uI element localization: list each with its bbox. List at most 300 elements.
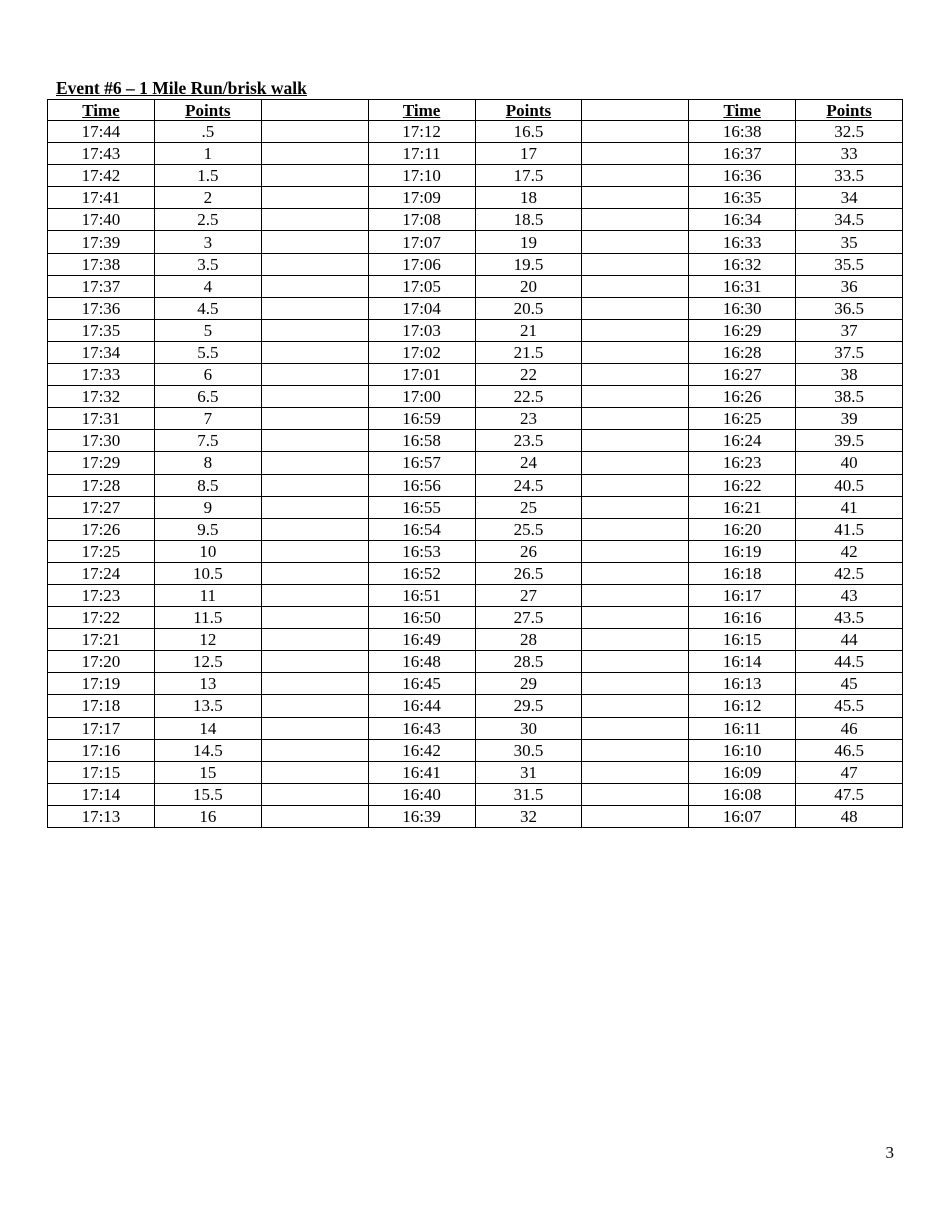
points-cell: 15	[154, 761, 261, 783]
points-cell: 15.5	[154, 783, 261, 805]
points-cell: 43.5	[796, 607, 903, 629]
points-cell: 3	[154, 231, 261, 253]
points-cell: 34.5	[796, 209, 903, 231]
spacer-cell	[261, 474, 368, 496]
time-cell: 16:51	[368, 584, 475, 606]
points-cell: 30	[475, 717, 582, 739]
time-cell: 17:04	[368, 297, 475, 319]
table-row	[48, 386, 903, 408]
points-cell: 9.5	[154, 518, 261, 540]
time-cell: 17:07	[368, 231, 475, 253]
points-cell: 39	[796, 408, 903, 430]
points-cell: 7	[154, 408, 261, 430]
time-cell: 17:40	[48, 209, 155, 231]
time-cell: 16:57	[368, 452, 475, 474]
time-cell: 17:09	[368, 187, 475, 209]
table-row	[48, 739, 903, 761]
time-cell: 16:18	[689, 562, 796, 584]
points-cell: 11.5	[154, 607, 261, 629]
points-cell: 41.5	[796, 518, 903, 540]
spacer-cell	[261, 805, 368, 827]
points-cell: 1	[154, 143, 261, 165]
time-cell: 17:14	[48, 783, 155, 805]
time-cell: 17:18	[48, 695, 155, 717]
time-cell: 16:53	[368, 540, 475, 562]
table-row	[48, 474, 903, 496]
table-row	[48, 121, 903, 143]
spacer-cell	[261, 452, 368, 474]
table-row	[48, 651, 903, 673]
time-cell: 16:24	[689, 430, 796, 452]
table-row	[48, 518, 903, 540]
time-cell: 16:33	[689, 231, 796, 253]
points-cell: 39.5	[796, 430, 903, 452]
spacer-cell	[582, 540, 689, 562]
time-cell: 16:58	[368, 430, 475, 452]
points-cell: 26	[475, 540, 582, 562]
points-cell: 23.5	[475, 430, 582, 452]
time-cell: 17:00	[368, 386, 475, 408]
points-cell: 28	[475, 629, 582, 651]
time-cell: 17:38	[48, 253, 155, 275]
spacer-cell	[582, 165, 689, 187]
points-cell: 30.5	[475, 739, 582, 761]
time-cell: 16:20	[689, 518, 796, 540]
points-cell: 42.5	[796, 562, 903, 584]
points-cell: 8.5	[154, 474, 261, 496]
table-row	[48, 673, 903, 695]
time-cell: 17:27	[48, 496, 155, 518]
time-cell: 16:37	[689, 143, 796, 165]
points-cell: 20	[475, 275, 582, 297]
spacer-cell	[261, 607, 368, 629]
points-cell: 17	[475, 143, 582, 165]
points-cell: 36	[796, 275, 903, 297]
spacer-cell	[582, 629, 689, 651]
spacer-cell	[261, 695, 368, 717]
time-cell: 17:23	[48, 584, 155, 606]
spacer-cell	[582, 364, 689, 386]
time-cell: 16:40	[368, 783, 475, 805]
points-cell: 44.5	[796, 651, 903, 673]
points-cell: 41	[796, 496, 903, 518]
time-cell: 16:44	[368, 695, 475, 717]
time-cell: 17:26	[48, 518, 155, 540]
spacer-cell	[582, 121, 689, 143]
points-cell: 7.5	[154, 430, 261, 452]
points-cell: 26.5	[475, 562, 582, 584]
table-header-row	[48, 100, 903, 121]
table-row	[48, 805, 903, 827]
points-cell: 4	[154, 275, 261, 297]
time-cell: 17:30	[48, 430, 155, 452]
spacer-cell	[582, 143, 689, 165]
time-cell: 17:13	[48, 805, 155, 827]
time-cell: 17:21	[48, 629, 155, 651]
points-cell: 34	[796, 187, 903, 209]
spacer-cell	[261, 341, 368, 363]
points-cell: 36.5	[796, 297, 903, 319]
time-cell: 16:59	[368, 408, 475, 430]
points-cell: 40	[796, 452, 903, 474]
time-cell: 16:31	[689, 275, 796, 297]
column-header: Points	[475, 100, 582, 121]
spacer-cell	[261, 165, 368, 187]
points-cell: 10	[154, 540, 261, 562]
time-cell: 17:17	[48, 717, 155, 739]
time-cell: 16:13	[689, 673, 796, 695]
spacer-cell	[582, 430, 689, 452]
spacer-cell	[261, 231, 368, 253]
spacer-cell	[261, 761, 368, 783]
points-cell: 29.5	[475, 695, 582, 717]
time-cell: 16:36	[689, 165, 796, 187]
points-cell: 6	[154, 364, 261, 386]
time-cell: 17:24	[48, 562, 155, 584]
table-row	[48, 761, 903, 783]
points-cell: 13.5	[154, 695, 261, 717]
spacer-cell	[582, 673, 689, 695]
spacer-cell	[582, 408, 689, 430]
time-cell: 16:14	[689, 651, 796, 673]
points-cell: 24	[475, 452, 582, 474]
spacer-cell	[261, 540, 368, 562]
points-cell: 18.5	[475, 209, 582, 231]
table-row	[48, 452, 903, 474]
time-cell: 17:02	[368, 341, 475, 363]
points-cell: 21.5	[475, 341, 582, 363]
table-row	[48, 562, 903, 584]
spacer-cell	[261, 651, 368, 673]
points-cell: 38	[796, 364, 903, 386]
points-cell: 48	[796, 805, 903, 827]
points-cell: 3.5	[154, 253, 261, 275]
points-cell: 21	[475, 319, 582, 341]
table-row	[48, 540, 903, 562]
points-cell: 12	[154, 629, 261, 651]
scoring-table	[47, 99, 903, 828]
time-cell: 16:15	[689, 629, 796, 651]
points-cell: 22.5	[475, 386, 582, 408]
table-row	[48, 187, 903, 209]
time-cell: 17:37	[48, 275, 155, 297]
table-row	[48, 319, 903, 341]
time-cell: 16:35	[689, 187, 796, 209]
time-cell: 17:42	[48, 165, 155, 187]
time-cell: 16:08	[689, 783, 796, 805]
column-header: Time	[48, 100, 155, 121]
time-cell: 16:49	[368, 629, 475, 651]
column-header: Points	[154, 100, 261, 121]
points-cell: 37	[796, 319, 903, 341]
points-cell: 45.5	[796, 695, 903, 717]
points-cell: 20.5	[475, 297, 582, 319]
time-cell: 17:11	[368, 143, 475, 165]
points-cell: 23	[475, 408, 582, 430]
points-cell: 25	[475, 496, 582, 518]
points-cell: 25.5	[475, 518, 582, 540]
spacer-cell	[261, 562, 368, 584]
points-cell: 47	[796, 761, 903, 783]
time-cell: 17:43	[48, 143, 155, 165]
points-cell: 40.5	[796, 474, 903, 496]
spacer-cell	[582, 496, 689, 518]
spacer-cell	[582, 275, 689, 297]
time-cell: 16:54	[368, 518, 475, 540]
spacer-cell	[582, 231, 689, 253]
spacer-cell	[261, 253, 368, 275]
time-cell: 17:10	[368, 165, 475, 187]
time-cell: 16:50	[368, 607, 475, 629]
time-cell: 16:22	[689, 474, 796, 496]
points-cell: 22	[475, 364, 582, 386]
time-cell: 16:25	[689, 408, 796, 430]
time-cell: 17:28	[48, 474, 155, 496]
points-cell: 17.5	[475, 165, 582, 187]
time-cell: 17:25	[48, 540, 155, 562]
time-cell: 17:19	[48, 673, 155, 695]
time-cell: 17:01	[368, 364, 475, 386]
points-cell: 31	[475, 761, 582, 783]
spacer-cell	[261, 783, 368, 805]
points-cell: .5	[154, 121, 261, 143]
points-cell: 42	[796, 540, 903, 562]
points-cell: 6.5	[154, 386, 261, 408]
page-title: Event #6 – 1 Mile Run/brisk walk	[56, 78, 307, 98]
time-cell: 16:11	[689, 717, 796, 739]
points-cell: 32	[475, 805, 582, 827]
time-cell: 17:35	[48, 319, 155, 341]
time-cell: 16:12	[689, 695, 796, 717]
time-cell: 16:52	[368, 562, 475, 584]
time-cell: 16:19	[689, 540, 796, 562]
time-cell: 16:21	[689, 496, 796, 518]
spacer-cell	[261, 408, 368, 430]
time-cell: 16:55	[368, 496, 475, 518]
points-cell: 43	[796, 584, 903, 606]
time-cell: 16:42	[368, 739, 475, 761]
points-cell: 16	[154, 805, 261, 827]
table-row	[48, 695, 903, 717]
points-cell: 33.5	[796, 165, 903, 187]
spacer-cell	[261, 297, 368, 319]
points-cell: 19	[475, 231, 582, 253]
spacer-cell	[261, 673, 368, 695]
table-row	[48, 783, 903, 805]
table-row	[48, 364, 903, 386]
time-cell: 16:29	[689, 319, 796, 341]
points-cell: 16.5	[475, 121, 582, 143]
spacer-cell	[261, 430, 368, 452]
spacer-cell	[261, 143, 368, 165]
spacer-cell	[582, 341, 689, 363]
time-cell: 17:03	[368, 319, 475, 341]
spacer-cell	[582, 474, 689, 496]
table-row	[48, 584, 903, 606]
points-cell: 14.5	[154, 739, 261, 761]
time-cell: 16:23	[689, 452, 796, 474]
column-header: Points	[796, 100, 903, 121]
time-cell: 16:16	[689, 607, 796, 629]
points-cell: 31.5	[475, 783, 582, 805]
points-cell: 10.5	[154, 562, 261, 584]
spacer-cell	[582, 783, 689, 805]
time-cell: 17:31	[48, 408, 155, 430]
time-cell: 16:34	[689, 209, 796, 231]
time-cell: 16:07	[689, 805, 796, 827]
table-row	[48, 297, 903, 319]
points-cell: 44	[796, 629, 903, 651]
table-row	[48, 209, 903, 231]
points-cell: 29	[475, 673, 582, 695]
spacer-cell	[261, 584, 368, 606]
time-cell: 16:48	[368, 651, 475, 673]
time-cell: 16:41	[368, 761, 475, 783]
time-cell: 16:09	[689, 761, 796, 783]
points-cell: 2.5	[154, 209, 261, 231]
time-cell: 17:12	[368, 121, 475, 143]
points-cell: 18	[475, 187, 582, 209]
points-cell: 37.5	[796, 341, 903, 363]
spacer-cell	[261, 717, 368, 739]
table-body	[48, 121, 903, 828]
spacer-cell	[582, 695, 689, 717]
spacer-cell	[261, 275, 368, 297]
time-cell: 16:56	[368, 474, 475, 496]
time-cell: 17:39	[48, 231, 155, 253]
spacer-cell	[582, 452, 689, 474]
points-cell: 4.5	[154, 297, 261, 319]
spacer-cell	[261, 496, 368, 518]
points-cell: 12.5	[154, 651, 261, 673]
time-cell: 17:41	[48, 187, 155, 209]
table-row	[48, 165, 903, 187]
table-row	[48, 231, 903, 253]
spacer-cell	[582, 584, 689, 606]
spacer-cell	[582, 562, 689, 584]
time-cell: 16:28	[689, 341, 796, 363]
table-row	[48, 408, 903, 430]
time-cell: 16:26	[689, 386, 796, 408]
spacer-cell	[582, 209, 689, 231]
table-row	[48, 430, 903, 452]
points-cell: 9	[154, 496, 261, 518]
spacer-cell	[582, 805, 689, 827]
points-cell: 27	[475, 584, 582, 606]
spacer-cell	[582, 761, 689, 783]
spacer-cell	[582, 651, 689, 673]
spacer-cell	[261, 386, 368, 408]
table-row	[48, 607, 903, 629]
time-cell: 17:15	[48, 761, 155, 783]
spacer-column-header	[261, 100, 368, 121]
time-cell: 17:32	[48, 386, 155, 408]
spacer-column-header	[582, 100, 689, 121]
time-cell: 16:27	[689, 364, 796, 386]
points-cell: 27.5	[475, 607, 582, 629]
points-cell: 33	[796, 143, 903, 165]
points-cell: 35.5	[796, 253, 903, 275]
time-cell: 16:45	[368, 673, 475, 695]
column-header: Time	[368, 100, 475, 121]
points-cell: 14	[154, 717, 261, 739]
time-cell: 16:30	[689, 297, 796, 319]
spacer-cell	[261, 629, 368, 651]
points-cell: 38.5	[796, 386, 903, 408]
time-cell: 17:36	[48, 297, 155, 319]
table-row	[48, 143, 903, 165]
spacer-cell	[261, 121, 368, 143]
time-cell: 16:17	[689, 584, 796, 606]
points-cell: 24.5	[475, 474, 582, 496]
time-cell: 17:05	[368, 275, 475, 297]
points-cell: 28.5	[475, 651, 582, 673]
table-row	[48, 341, 903, 363]
spacer-cell	[261, 739, 368, 761]
points-cell: 19.5	[475, 253, 582, 275]
spacer-cell	[582, 607, 689, 629]
time-cell: 17:29	[48, 452, 155, 474]
points-cell: 47.5	[796, 783, 903, 805]
spacer-cell	[582, 187, 689, 209]
time-cell: 16:10	[689, 739, 796, 761]
time-cell: 17:34	[48, 341, 155, 363]
time-cell: 17:06	[368, 253, 475, 275]
spacer-cell	[582, 386, 689, 408]
points-cell: 8	[154, 452, 261, 474]
page-number: 3	[885, 1143, 894, 1162]
spacer-cell	[582, 319, 689, 341]
time-cell: 16:43	[368, 717, 475, 739]
points-cell: 45	[796, 673, 903, 695]
spacer-cell	[582, 297, 689, 319]
spacer-cell	[261, 319, 368, 341]
time-cell: 17:44	[48, 121, 155, 143]
spacer-cell	[582, 717, 689, 739]
spacer-cell	[582, 518, 689, 540]
time-cell: 17:20	[48, 651, 155, 673]
time-cell: 17:08	[368, 209, 475, 231]
table-row	[48, 496, 903, 518]
column-header: Time	[689, 100, 796, 121]
time-cell: 16:38	[689, 121, 796, 143]
time-cell: 17:33	[48, 364, 155, 386]
points-cell: 46	[796, 717, 903, 739]
time-cell: 17:16	[48, 739, 155, 761]
points-cell: 35	[796, 231, 903, 253]
table-row	[48, 629, 903, 651]
spacer-cell	[582, 253, 689, 275]
spacer-cell	[261, 518, 368, 540]
points-cell: 5.5	[154, 341, 261, 363]
points-cell: 2	[154, 187, 261, 209]
table-row	[48, 717, 903, 739]
spacer-cell	[261, 364, 368, 386]
points-cell: 1.5	[154, 165, 261, 187]
time-cell: 16:32	[689, 253, 796, 275]
time-cell: 16:39	[368, 805, 475, 827]
time-cell: 17:22	[48, 607, 155, 629]
points-cell: 13	[154, 673, 261, 695]
table-row	[48, 275, 903, 297]
spacer-cell	[261, 187, 368, 209]
table-row	[48, 253, 903, 275]
points-cell: 5	[154, 319, 261, 341]
spacer-cell	[261, 209, 368, 231]
spacer-cell	[582, 739, 689, 761]
points-cell: 46.5	[796, 739, 903, 761]
points-cell: 32.5	[796, 121, 903, 143]
